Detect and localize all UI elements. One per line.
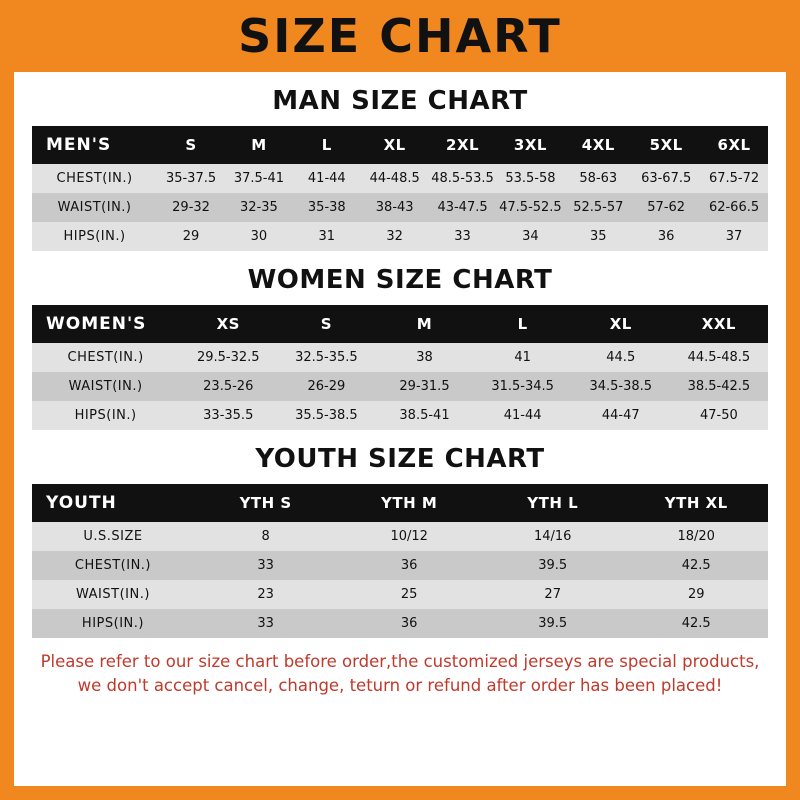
youth-r1-c1: 33 xyxy=(194,551,338,580)
women-r2-c5: 44-47 xyxy=(572,401,670,430)
men-r2-c6: 34 xyxy=(496,222,564,251)
women-r2-c0: HIPS(IN.) xyxy=(32,401,179,430)
men-r0-c1: 35-37.5 xyxy=(157,164,225,193)
women-header-cell-5: XL xyxy=(572,305,670,343)
table-row xyxy=(32,522,768,551)
men-table-body xyxy=(32,164,768,251)
women-table-body xyxy=(32,343,768,430)
men-r0-c2: 37.5-41 xyxy=(225,164,293,193)
men-r1-c8: 57-62 xyxy=(632,193,700,222)
men-r0-c0: CHEST(IN.) xyxy=(32,164,157,193)
youth-r3-c4: 42.5 xyxy=(624,609,768,638)
men-r1-c4: 38-43 xyxy=(361,193,429,222)
youth-r1-c4: 42.5 xyxy=(624,551,768,580)
women-r1-c2: 26-29 xyxy=(277,372,375,401)
table-row xyxy=(32,193,768,222)
men-r0-c7: 58-63 xyxy=(564,164,632,193)
youth-r2-c2: 25 xyxy=(337,580,481,609)
women-r2-c1: 33-35.5 xyxy=(179,401,277,430)
men-r1-c7: 52.5-57 xyxy=(564,193,632,222)
table-header-row xyxy=(32,484,768,522)
men-r2-c2: 30 xyxy=(225,222,293,251)
women-header-cell-1: XS xyxy=(179,305,277,343)
women-section-title: WOMEN SIZE CHART xyxy=(247,265,553,295)
men-header-cell-9: 6XL xyxy=(700,126,768,164)
women-r1-c0: WAIST(IN.) xyxy=(32,372,179,401)
men-r0-c3: 41-44 xyxy=(293,164,361,193)
youth-r0-c2: 10/12 xyxy=(337,522,481,551)
men-header-cell-1: S xyxy=(157,126,225,164)
women-r1-c6: 38.5-42.5 xyxy=(670,372,768,401)
men-table-header xyxy=(32,126,768,164)
men-header-cell-4: XL xyxy=(361,126,429,164)
men-header-cell-6: 3XL xyxy=(496,126,564,164)
youth-header-cell-3: YTH L xyxy=(481,484,625,522)
men-header-cell-0: MEN'S xyxy=(32,126,157,164)
footer-band xyxy=(0,786,800,800)
men-section-title: MAN SIZE CHART xyxy=(272,86,528,116)
men-r1-c6: 47.5-52.5 xyxy=(496,193,564,222)
women-size-table xyxy=(32,305,768,430)
men-header-cell-5: 2XL xyxy=(429,126,497,164)
policy-note-line-1: Please refer to our size chart before order,the customized jerseys are special products, xyxy=(40,652,760,671)
men-r0-c4: 44-48.5 xyxy=(361,164,429,193)
table-row xyxy=(32,372,768,401)
women-r0-c5: 44.5 xyxy=(572,343,670,372)
men-r1-c0: WAIST(IN.) xyxy=(32,193,157,222)
table-header-row xyxy=(32,126,768,164)
youth-r1-c3: 39.5 xyxy=(481,551,625,580)
youth-header-cell-4: YTH XL xyxy=(624,484,768,522)
men-r1-c3: 35-38 xyxy=(293,193,361,222)
women-header-cell-2: S xyxy=(277,305,375,343)
women-r2-c6: 47-50 xyxy=(670,401,768,430)
youth-r0-c4: 18/20 xyxy=(624,522,768,551)
women-r0-c3: 38 xyxy=(375,343,473,372)
women-r0-c2: 32.5-35.5 xyxy=(277,343,375,372)
women-r0-c4: 41 xyxy=(474,343,572,372)
women-header-cell-3: M xyxy=(375,305,473,343)
men-header-cell-8: 5XL xyxy=(632,126,700,164)
youth-r1-c2: 36 xyxy=(337,551,481,580)
men-r0-c9: 67.5-72 xyxy=(700,164,768,193)
table-row xyxy=(32,401,768,430)
youth-r3-c2: 36 xyxy=(337,609,481,638)
men-r2-c0: HIPS(IN.) xyxy=(32,222,157,251)
women-r1-c5: 34.5-38.5 xyxy=(572,372,670,401)
table-row xyxy=(32,609,768,638)
men-section xyxy=(14,86,786,251)
youth-header-cell-1: YTH S xyxy=(194,484,338,522)
women-r0-c1: 29.5-32.5 xyxy=(179,343,277,372)
youth-size-table xyxy=(32,484,768,638)
men-r1-c1: 29-32 xyxy=(157,193,225,222)
youth-section-title: YOUTH SIZE CHART xyxy=(255,444,545,474)
men-r2-c8: 36 xyxy=(632,222,700,251)
youth-r0-c0: U.S.SIZE xyxy=(32,522,194,551)
men-r2-c3: 31 xyxy=(293,222,361,251)
youth-r2-c4: 29 xyxy=(624,580,768,609)
men-header-cell-2: M xyxy=(225,126,293,164)
women-r1-c1: 23.5-26 xyxy=(179,372,277,401)
youth-r2-c3: 27 xyxy=(481,580,625,609)
header-band xyxy=(0,0,800,72)
men-size-table xyxy=(32,126,768,251)
table-row xyxy=(32,551,768,580)
youth-r1-c0: CHEST(IN.) xyxy=(32,551,194,580)
men-header-cell-7: 4XL xyxy=(564,126,632,164)
youth-r3-c1: 33 xyxy=(194,609,338,638)
men-r0-c8: 63-67.5 xyxy=(632,164,700,193)
men-r1-c5: 43-47.5 xyxy=(429,193,497,222)
women-r1-c3: 29-31.5 xyxy=(375,372,473,401)
women-r2-c3: 38.5-41 xyxy=(375,401,473,430)
page-title: SIZE CHART xyxy=(238,9,562,63)
youth-r0-c3: 14/16 xyxy=(481,522,625,551)
men-r2-c5: 33 xyxy=(429,222,497,251)
youth-r3-c0: HIPS(IN.) xyxy=(32,609,194,638)
women-r0-c6: 44.5-48.5 xyxy=(670,343,768,372)
women-r0-c0: CHEST(IN.) xyxy=(32,343,179,372)
women-table-header xyxy=(32,305,768,343)
women-r2-c4: 41-44 xyxy=(474,401,572,430)
policy-note xyxy=(14,638,786,698)
table-row xyxy=(32,164,768,193)
youth-header-cell-2: YTH M xyxy=(337,484,481,522)
youth-r2-c1: 23 xyxy=(194,580,338,609)
men-r2-c7: 35 xyxy=(564,222,632,251)
men-r0-c5: 48.5-53.5 xyxy=(429,164,497,193)
youth-table-body xyxy=(32,522,768,638)
men-r2-c1: 29 xyxy=(157,222,225,251)
youth-table-header xyxy=(32,484,768,522)
women-r2-c2: 35.5-38.5 xyxy=(277,401,375,430)
women-section xyxy=(14,265,786,430)
women-r1-c4: 31.5-34.5 xyxy=(474,372,572,401)
men-r1-c9: 62-66.5 xyxy=(700,193,768,222)
youth-section xyxy=(14,444,786,638)
women-header-cell-6: XXL xyxy=(670,305,768,343)
table-row xyxy=(32,222,768,251)
men-r2-c4: 32 xyxy=(361,222,429,251)
youth-r0-c1: 8 xyxy=(194,522,338,551)
youth-header-cell-0: YOUTH xyxy=(32,484,194,522)
table-header-row xyxy=(32,305,768,343)
table-row xyxy=(32,580,768,609)
men-r1-c2: 32-35 xyxy=(225,193,293,222)
men-r0-c6: 53.5-58 xyxy=(496,164,564,193)
women-header-cell-0: WOMEN'S xyxy=(32,305,179,343)
women-header-cell-4: L xyxy=(474,305,572,343)
table-row xyxy=(32,343,768,372)
policy-note-line-2: we don't accept cancel, change, teturn or refund after order has been placed! xyxy=(77,675,723,695)
men-header-cell-3: L xyxy=(293,126,361,164)
men-r2-c9: 37 xyxy=(700,222,768,251)
youth-r3-c3: 39.5 xyxy=(481,609,625,638)
youth-r2-c0: WAIST(IN.) xyxy=(32,580,194,609)
